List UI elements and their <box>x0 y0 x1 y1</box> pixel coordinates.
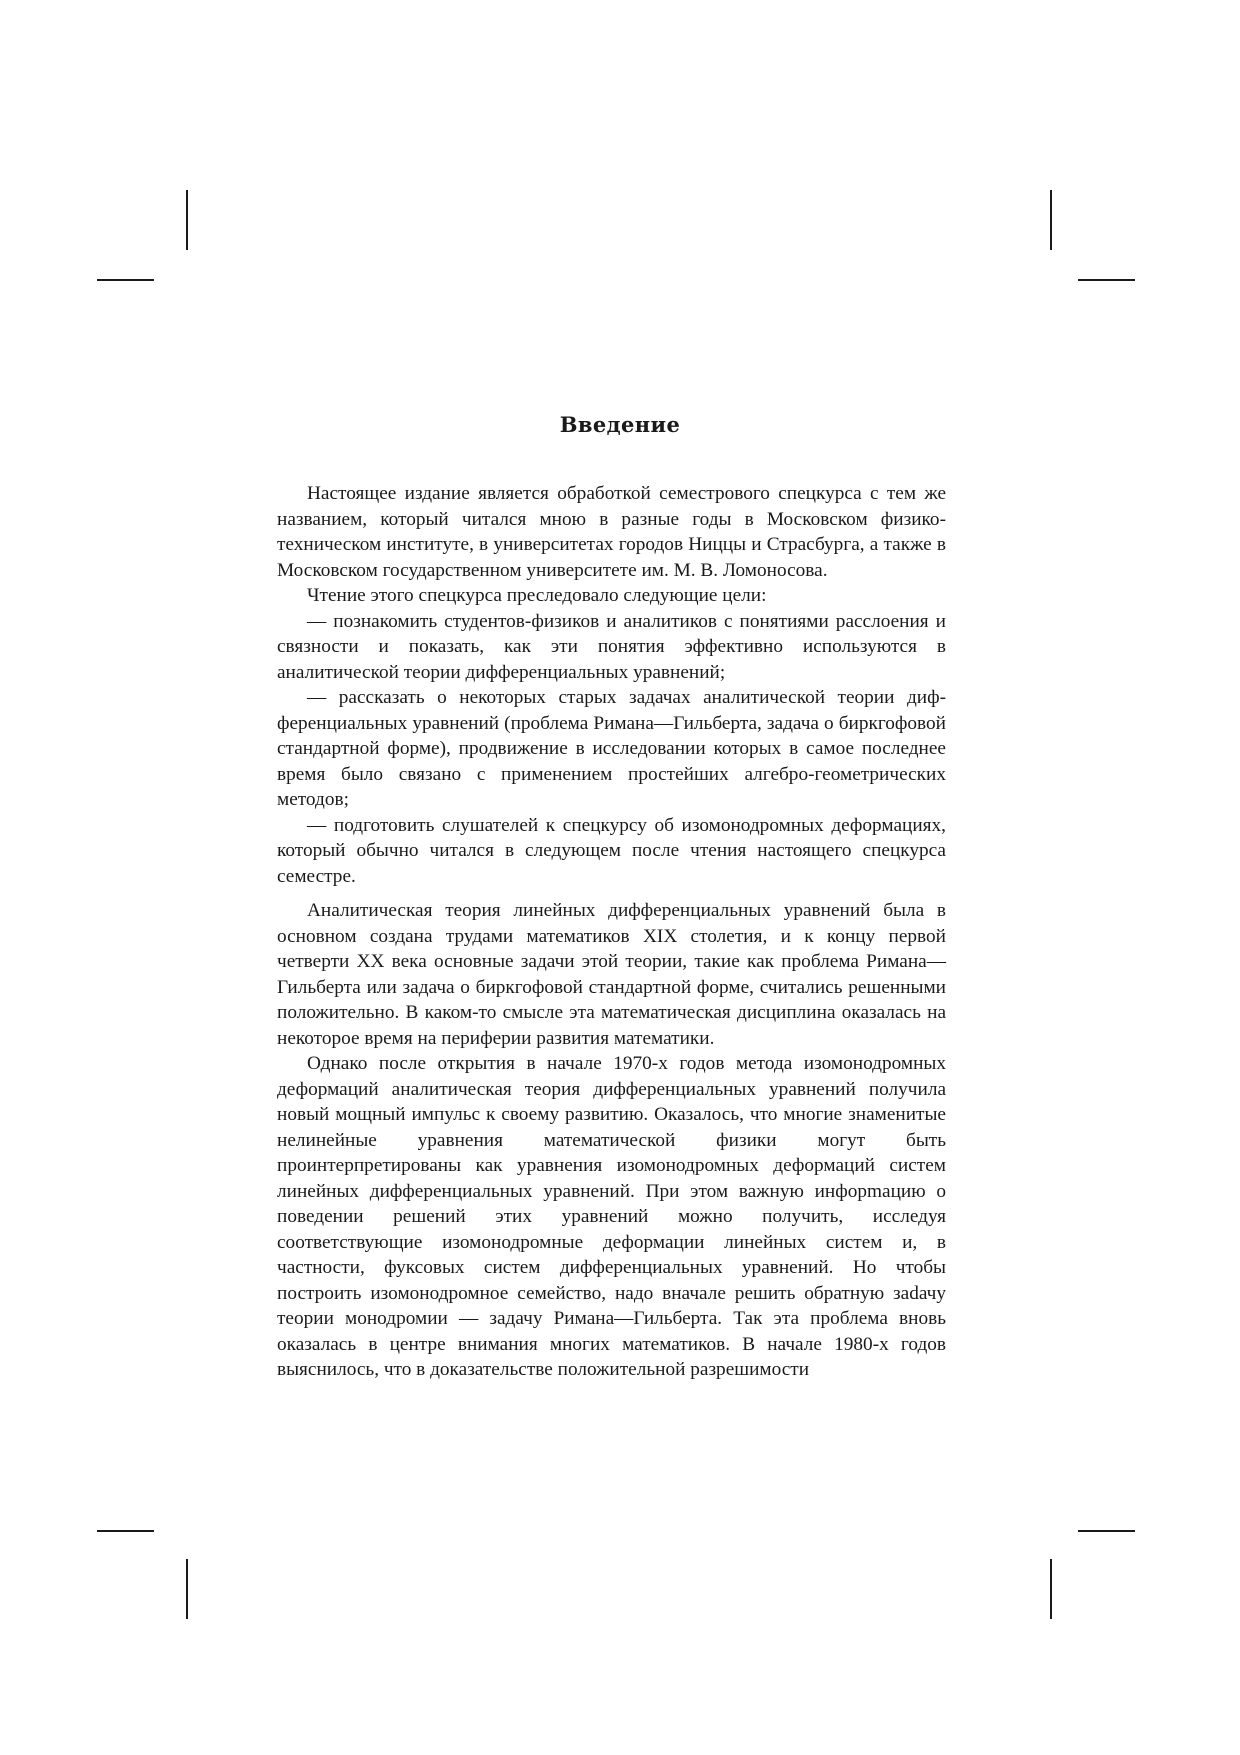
paragraph: — познакомить студентов-физиков и аналитиков с понятиями расслоения и связности и показать, как эти понятия эффективно используются в аналитической теории дифференциальных уравнений; <box>277 610 946 683</box>
crop-mark-bottom-right-horizontal <box>1078 1530 1135 1532</box>
body-text <box>277 481 946 1383</box>
paragraph: Чтение этого спецкурса преследовало следующие цели: <box>307 585 767 606</box>
paragraph: Аналитическая теория линейных дифференциальных уравнений была в основном создана трудами математиков XIX столетия, и к концу первой четверти XX века основные задачи этой теории, такие как проблема Римана—Гильберта или задача о биркгофовой стандартной форме, считались решенными положительно. В каком-то смысле эта математическая дисциплина оказалась на некоторое время на периферии развития математики. <box>277 900 946 1049</box>
crop-mark-bottom-left-vertical <box>186 1559 188 1619</box>
crop-mark-bottom-left-horizontal <box>97 1530 154 1532</box>
paragraph: — рассказать о некоторых старых задачах аналитической теории дифференциальных уравнений (проблема Римана—Гильберта, задача о биркгофовой стандартной форме), продвижение в исследовании которых в самое последнее время было связано с применением простейших алгебро-геометрических методов; <box>277 687 946 810</box>
paragraph: Однако после открытия в начале 1970-х годов метода изомонодромных деформаций аналитическая теория дифференциальных уравнений получила новый мощный импульс к своему развитию. Оказалось, что многие знаменитые нелинейные уравнения математической физики могут быть проинтерпретированы как уравнения изомонодромных деформаций систем линейных дифференциальных уравнений. При этом важную инфорmацию о поведении решений этих уравнений можно получить, исследуя соответствующие изомонодромные деформации линейных систем и, в частности, фуксовых систем дифференциальных уравнений. Но чтобы построить изомонодромное семейство, надо вначале решить обратную заdачу теории монодромии — задачу Римана—Гильберта. Так эта проблема вновь оказалась в центре внимания многих математиков. В начале 1980-х годов выяснилось, что в доказательстве положительной разрешимости <box>277 1053 946 1380</box>
paragraph: Настоящее издание является обработкой семестрового спецкурса с тем же названием, который читался мною в разные годы в Московском физико-техническом институте, в университетах городов Ниццы и Страсбурга, а также в Московском государственном университете им. М. В. Ломоносова. <box>277 483 946 581</box>
crop-mark-top-right-vertical <box>1050 190 1052 250</box>
crop-mark-top-left-horizontal <box>97 279 154 281</box>
crop-mark-top-right-horizontal <box>1078 279 1135 281</box>
paragraph: — подготовить слушателей к спецкурсу об изомонодромных деформациях, который обычно читался в следующем после чтения настоящего спецкурса семестре. <box>277 814 946 887</box>
page-title: Введение <box>559 412 681 437</box>
crop-mark-top-left-vertical <box>186 190 188 250</box>
crop-mark-bottom-right-vertical <box>1050 1559 1052 1619</box>
